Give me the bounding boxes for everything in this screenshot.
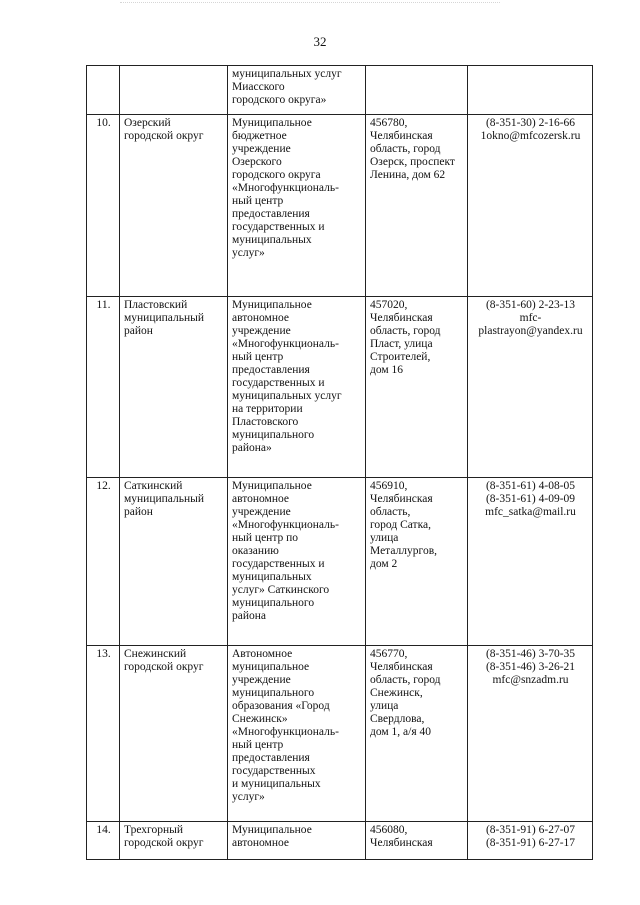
scan-header-noise bbox=[120, 2, 500, 9]
contacts-cell: (8-351-46) 3-70-35 (8-351-46) 3-26-21 mfc@snzadm.ru bbox=[468, 646, 593, 822]
row-number-cell: 12. bbox=[87, 478, 120, 646]
table-row bbox=[87, 646, 593, 822]
address-cell: 457020, Челябинская область, город Пласт, улица Строителей, дом 16 bbox=[366, 297, 468, 478]
address-cell bbox=[366, 66, 468, 115]
organization-cell: муниципальных услуг Миасского городского округа» bbox=[228, 66, 366, 115]
contacts-cell: (8-351-61) 4-08-05 (8-351-61) 4-09-09 mfc_satka@mail.ru bbox=[468, 478, 593, 646]
row-number-cell: 13. bbox=[87, 646, 120, 822]
table-row bbox=[87, 297, 593, 478]
municipality-cell: Пластовский муниципальный район bbox=[120, 297, 228, 478]
municipality-cell bbox=[120, 66, 228, 115]
mfc-table bbox=[86, 65, 593, 860]
table-row bbox=[87, 478, 593, 646]
table-row bbox=[87, 115, 593, 297]
municipality-cell: Озерский городской округ bbox=[120, 115, 228, 297]
row-number-cell: 11. bbox=[87, 297, 120, 478]
table-row bbox=[87, 822, 593, 860]
organization-cell: Автономное муниципальное учреждение муниципального образования «Город Снежинск» «Многофункциональ- ный центр предоставления государственных и муниципальных услуг» bbox=[228, 646, 366, 822]
page-number: 32 bbox=[313, 34, 327, 49]
municipality-cell: Трехгорный городской округ bbox=[120, 822, 228, 860]
contacts-cell: (8-351-60) 2-23-13 mfc- plastrayon@yandex.ru bbox=[468, 297, 593, 478]
organization-cell: Муниципальное бюджетное учреждение Озерского городского округа «Многофункциональ- ный центр предоставления государственных и муниципальных услуг» bbox=[228, 115, 366, 297]
row-number-cell: 10. bbox=[87, 115, 120, 297]
contacts-cell: (8-351-91) 6-27-07 (8-351-91) 6-27-17 bbox=[468, 822, 593, 860]
address-cell: 456770, Челябинская область, город Снежинск, улица Свердлова, дом 1, а/я 40 bbox=[366, 646, 468, 822]
row-number-cell: 14. bbox=[87, 822, 120, 860]
address-cell: 456910, Челябинская область, город Сатка, улица Металлургов, дом 2 bbox=[366, 478, 468, 646]
organization-cell: Муниципальное автономное учреждение «Многофункциональ- ный центр по оказанию государственных и муниципальных услуг» Саткинского муниципального района bbox=[228, 478, 366, 646]
address-cell: 456080, Челябинская bbox=[366, 822, 468, 860]
municipality-cell: Саткинский муниципальный район bbox=[120, 478, 228, 646]
row-number-cell bbox=[87, 66, 120, 115]
contacts-cell: (8-351-30) 2-16-66 1okno@mfcozersk.ru bbox=[468, 115, 593, 297]
organization-cell: Муниципальное автономное bbox=[228, 822, 366, 860]
address-cell: 456780, Челябинская область, город Озерск, проспект Ленина, дом 62 bbox=[366, 115, 468, 297]
table-row bbox=[87, 66, 593, 115]
municipality-cell: Снежинский городской округ bbox=[120, 646, 228, 822]
organization-cell: Муниципальное автономное учреждение «Многофункциональ- ный центр предоставления государственных и муниципальных услуг на территории Пластовского муниципального района» bbox=[228, 297, 366, 478]
contacts-cell bbox=[468, 66, 593, 115]
